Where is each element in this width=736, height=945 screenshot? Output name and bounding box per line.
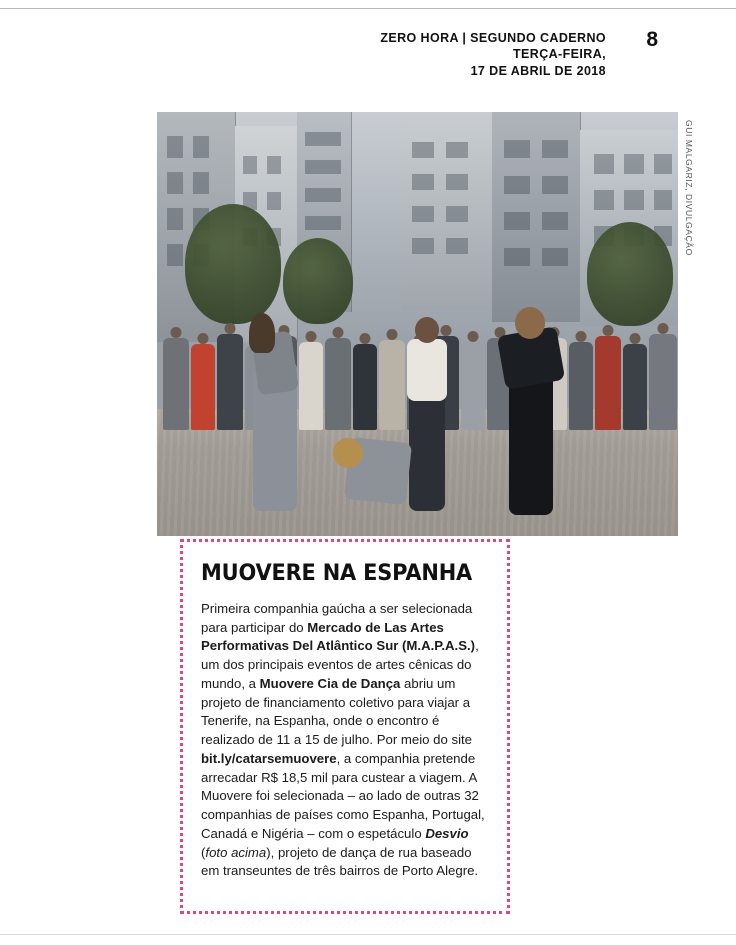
callout-text-segment: Muovere Cia de Dança xyxy=(259,675,401,691)
callout-text-segment: ( xyxy=(201,844,206,860)
photo-building xyxy=(402,120,493,310)
photo-canvas xyxy=(157,112,678,536)
callout-text-segment: abriu um projeto de financiamento coletivo para viajar a Tenerife, na Espanha, onde o encontro é realizado de 11 a 15 de julho. Por meio do site xyxy=(201,675,473,748)
photo-credit: GUI MALGARIZ, DIVULGAÇÃO xyxy=(684,120,694,256)
page-number: 8 xyxy=(646,28,658,51)
callout-text-segment: ), projeto de dança de rua baseado em transeuntes de três bairros de Porto Alegre. xyxy=(201,844,479,879)
publication-name: ZERO HORA | SEGUNDO CADERNO xyxy=(380,31,606,45)
callout-text-segment: Mercado de Las Artes Performativas Del Atlântico Sur (M.A.P.A.S.) xyxy=(201,619,476,654)
callout-text-segment: , a companhia pretende arrecadar R$ 18,5 mil para custear a viagem. A Muovere foi selecionada – ao lado de outras 32 companhias de países como Espanha, Portugal, Canadá e Nigéria – com o espetáculo xyxy=(201,750,485,841)
callout-text-segment: bit.ly/catarsemuovere xyxy=(201,750,337,766)
masthead xyxy=(380,30,606,79)
callout-text-segment: foto acima xyxy=(205,844,267,860)
issue-weekday: TERÇA-FEIRA, xyxy=(513,47,606,62)
callout-text-segment: Desvio xyxy=(425,825,469,841)
callout-text-segment: Primeira companhia gaúcha a ser selecionada para participar do xyxy=(201,601,473,635)
callout-text-segment: , um dos principais eventos de artes cênicas do mundo, a xyxy=(201,638,479,691)
top-divider xyxy=(0,8,736,9)
callout-headline: MUOVERE NA ESPANHA xyxy=(201,560,473,586)
callout-box xyxy=(180,539,510,914)
article-photo xyxy=(157,112,694,536)
bottom-divider xyxy=(0,934,736,935)
issue-date: 17 DE ABRIL DE 2018 xyxy=(470,63,606,78)
callout-body xyxy=(201,600,487,881)
